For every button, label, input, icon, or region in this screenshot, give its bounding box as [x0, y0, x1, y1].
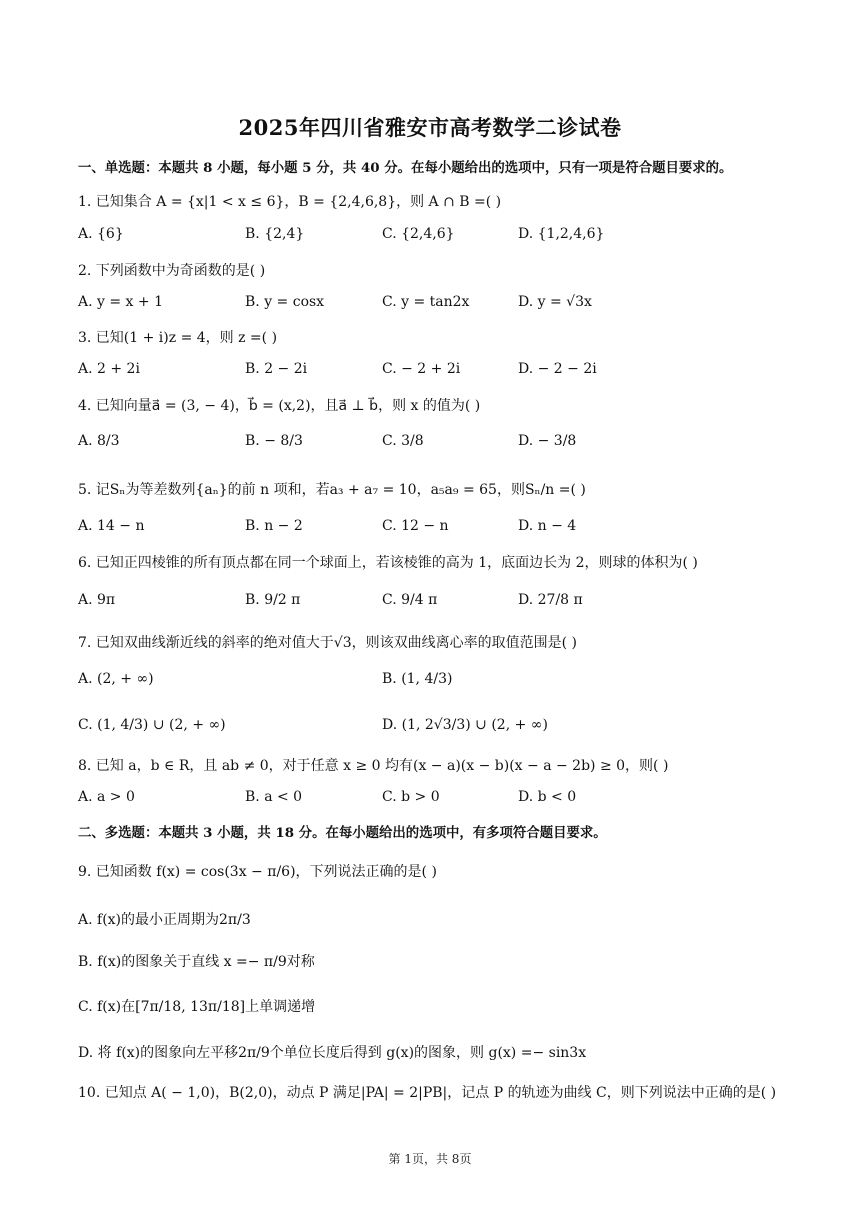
question-6-option-a: A. 9π — [78, 592, 116, 608]
question-4-option-d: D. − 3/8 — [518, 433, 577, 449]
question-7-option-b: B. (1, 4/3) — [382, 671, 453, 687]
question-8-option-a: A. a > 0 — [78, 789, 135, 805]
question-9-option-d: D. 将 f(x)的图象向左平移2π/9个单位长度后得到 g(x)的图象，则 g(x) =− sin3x — [78, 1045, 587, 1061]
question-1-stem: 1. 已知集合 A = {x|1 < x ≤ 6}，B = {2,4,6,8}，则 A ∩ B =( ) — [78, 194, 502, 210]
question-7-stem: 7. 已知双曲线渐近线的斜率的绝对值大于√3，则该双曲线离心率的取值范围是( ) — [78, 635, 578, 651]
page-footer: 第 1页，共 8页 — [388, 1152, 472, 1166]
question-4-stem: 4. 已知向量a⃗ = (3, − 4)，b⃗ = (x,2)，且a⃗ ⊥ b⃗，则 x 的值为( ) — [78, 398, 481, 414]
question-2-option-b: B. y = cosx — [245, 294, 325, 310]
question-7-option-a: A. (2, + ∞) — [78, 671, 154, 687]
section-heading-single-choice: 一、单选题：本题共 8 小题，每小题 5 分，共 40 分。在每小题给出的选项中，只有一项是符合题目要求的。 — [78, 160, 733, 176]
question-2-option-c: C. y = tan2x — [382, 294, 470, 310]
page-title: 2025年四川省雅安市高考数学二诊试卷 — [238, 115, 622, 140]
section-heading-multiple-choice: 二、多选题：本题共 3 小题，共 18 分。在每小题给出的选项中，有多项符合题目要求。 — [78, 825, 607, 841]
question-3-option-d: D. − 2 − 2i — [518, 361, 597, 377]
question-1-option-d: D. {1,2,4,6} — [518, 226, 605, 242]
question-3-option-b: B. 2 − 2i — [245, 361, 308, 377]
question-2-option-d: D. y = √3x — [518, 294, 592, 310]
question-6-option-d: D. 27/8 π — [518, 592, 583, 608]
question-4-option-c: C. 3/8 — [382, 433, 424, 449]
question-1-option-a: A. {6} — [78, 226, 124, 242]
question-2-stem: 2. 下列函数中为奇函数的是( ) — [78, 263, 266, 279]
question-7-option-d: D. (1, 2√3/3) ∪ (2, + ∞) — [382, 717, 548, 733]
question-5-option-d: D. n − 4 — [518, 518, 577, 534]
question-6-option-c: C. 9/4 π — [382, 592, 438, 608]
question-8-option-b: B. a < 0 — [245, 789, 303, 805]
question-3-option-a: A. 2 + 2i — [78, 361, 140, 377]
question-4-option-b: B. − 8/3 — [245, 433, 303, 449]
question-6-option-b: B. 9/2 π — [245, 592, 301, 608]
question-2-option-a: A. y = x + 1 — [78, 294, 163, 310]
question-3-stem: 3. 已知(1 + i)z = 4，则 z =( ) — [78, 330, 278, 346]
question-8-option-d: D. b < 0 — [518, 789, 577, 805]
question-9-option-b: B. f(x)的图象关于直线 x =− π/9对称 — [78, 954, 315, 970]
question-9-stem: 9. 已知函数 f(x) = cos(3x − π/6)，下列说法正确的是( ) — [78, 864, 437, 880]
question-9-option-a: A. f(x)的最小正周期为2π/3 — [78, 912, 251, 928]
question-10-stem: 10. 已知点 A( − 1,0)，B(2,0)，动点 P 满足|PA| = 2|PB|，记点 P 的轨迹为曲线 C，则下列说法中正确的是( ) — [78, 1085, 777, 1101]
question-1-option-c: C. {2,4,6} — [382, 226, 455, 242]
question-5-option-c: C. 12 − n — [382, 518, 449, 534]
question-7-option-c: C. (1, 4/3) ∪ (2, + ∞) — [78, 717, 226, 733]
question-4-option-a: A. 8/3 — [78, 433, 120, 449]
question-5-stem: 5. 记Sₙ为等差数列{aₙ}的前 n 项和，若a₃ + a₇ = 10，a₅a₉ = 65，则Sₙ/n =( ) — [78, 482, 586, 498]
question-5-option-a: A. 14 − n — [78, 518, 145, 534]
question-5-option-b: B. n − 2 — [245, 518, 303, 534]
question-9-option-c: C. f(x)在[7π/18, 13π/18]上单调递增 — [78, 999, 316, 1015]
question-8-option-c: C. b > 0 — [382, 789, 440, 805]
question-1-option-b: B. {2,4} — [245, 226, 305, 242]
question-6-stem: 6. 已知正四棱锥的所有顶点都在同一个球面上，若该棱锥的高为 1，底面边长为 2，则球的体积为( ) — [78, 555, 698, 571]
question-3-option-c: C. − 2 + 2i — [382, 361, 461, 377]
question-8-stem: 8. 已知 a，b ∈ R，且 ab ≠ 0，对于任意 x ≥ 0 均有(x − a)(x − b)(x − a − 2b) ≥ 0，则( ) — [78, 758, 669, 774]
